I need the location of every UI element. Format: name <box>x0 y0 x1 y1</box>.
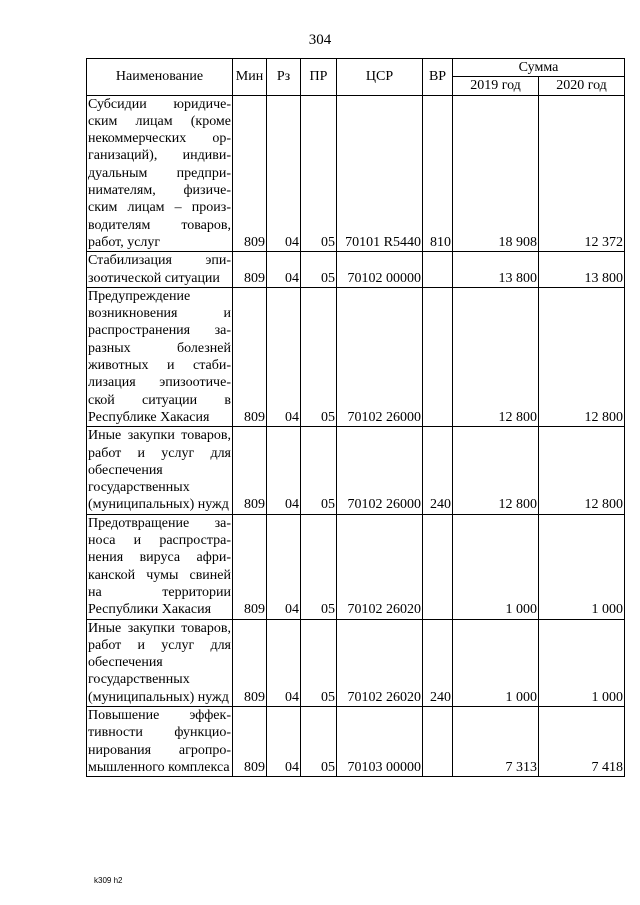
row-csr: 70102 26020 <box>337 619 423 706</box>
row-csr: 70102 26000 <box>337 427 423 514</box>
footer-code: k309 h2 <box>94 876 123 885</box>
row-amount-2019: 7 313 <box>453 706 539 776</box>
row-min: 809 <box>233 619 267 706</box>
row-vr <box>423 287 453 426</box>
header-pr: ПР <box>301 59 337 96</box>
row-vr <box>423 706 453 776</box>
row-amount-2020: 7 418 <box>539 706 625 776</box>
page-number: 304 <box>308 32 332 48</box>
row-min: 809 <box>233 514 267 619</box>
row-name: Предотвращение заноса и распространения вируса африканской чумы свиней на территории Республики Хакасия <box>88 515 231 618</box>
row-rz: 04 <box>267 95 301 252</box>
budget-table <box>86 58 625 777</box>
table-row <box>87 287 625 426</box>
header-csr: ЦСР <box>337 59 423 96</box>
row-rz: 04 <box>267 619 301 706</box>
row-min: 809 <box>233 706 267 776</box>
row-pr: 05 <box>301 619 337 706</box>
row-csr: 70102 26000 <box>337 287 423 426</box>
row-pr: 05 <box>301 706 337 776</box>
row-min: 809 <box>233 252 267 288</box>
row-rz: 04 <box>267 514 301 619</box>
row-vr: 240 <box>423 427 453 514</box>
table-row <box>87 706 625 776</box>
row-rz: 04 <box>267 427 301 514</box>
row-min: 809 <box>233 287 267 426</box>
row-amount-2019: 18 908 <box>453 95 539 252</box>
row-name: Иные закупки товаров, работ и услуг для обеспечения государственных (муниципальных) нужд <box>88 428 231 513</box>
row-rz: 04 <box>267 706 301 776</box>
header-vr: ВР <box>423 59 453 96</box>
row-amount-2019: 12 800 <box>453 287 539 426</box>
row-csr: 70102 26020 <box>337 514 423 619</box>
row-name: Иные закупки товаров, работ и услуг для обеспечения государственных (муниципальных) нужд <box>88 620 231 705</box>
header-min: Мин <box>233 59 267 96</box>
row-name: Стабилизация эпизоотической ситуации <box>88 253 231 286</box>
header-sum: Сумма <box>453 59 625 77</box>
table-row <box>87 95 625 252</box>
row-vr: 240 <box>423 619 453 706</box>
row-csr: 70101 R5440 <box>337 95 423 252</box>
row-vr: 810 <box>423 95 453 252</box>
header-rz: Рз <box>267 59 301 96</box>
table-body <box>87 95 625 777</box>
row-name: Повышение эффективности функционирования агропромышленного комплекса <box>88 707 231 775</box>
header-year-2019: 2019 год <box>453 77 539 95</box>
row-name: Субсидии юридическим лицам (кроме некоммерческих организаций), индивидуальным предпринимателям, физическим лицам – производителям товаров, работ, услуг <box>88 96 231 250</box>
row-amount-2019: 13 800 <box>453 252 539 288</box>
row-amount-2020: 13 800 <box>539 252 625 288</box>
row-amount-2019: 1 000 <box>453 514 539 619</box>
header-name: Наименование <box>87 59 233 96</box>
table-row <box>87 619 625 706</box>
row-name: Предупреждение возникновения и распространения заразных болезней животных и стабилизация эпизоотической ситуации в Республике Хакасия <box>88 288 231 425</box>
row-vr <box>423 514 453 619</box>
row-rz: 04 <box>267 287 301 426</box>
row-pr: 05 <box>301 427 337 514</box>
row-csr: 70103 00000 <box>337 706 423 776</box>
row-pr: 05 <box>301 287 337 426</box>
row-csr: 70102 00000 <box>337 252 423 288</box>
row-amount-2020: 12 372 <box>539 95 625 252</box>
table-row <box>87 427 625 514</box>
row-amount-2019: 12 800 <box>453 427 539 514</box>
table-row <box>87 514 625 619</box>
row-pr: 05 <box>301 252 337 288</box>
row-vr <box>423 252 453 288</box>
row-min: 809 <box>233 95 267 252</box>
row-rz: 04 <box>267 252 301 288</box>
row-amount-2020: 12 800 <box>539 427 625 514</box>
table-header <box>87 59 625 96</box>
row-amount-2020: 1 000 <box>539 619 625 706</box>
row-amount-2020: 1 000 <box>539 514 625 619</box>
table-row <box>87 252 625 288</box>
row-pr: 05 <box>301 95 337 252</box>
row-amount-2019: 1 000 <box>453 619 539 706</box>
row-amount-2020: 12 800 <box>539 287 625 426</box>
row-pr: 05 <box>301 514 337 619</box>
row-min: 809 <box>233 427 267 514</box>
header-year-2020: 2020 год <box>539 77 625 95</box>
